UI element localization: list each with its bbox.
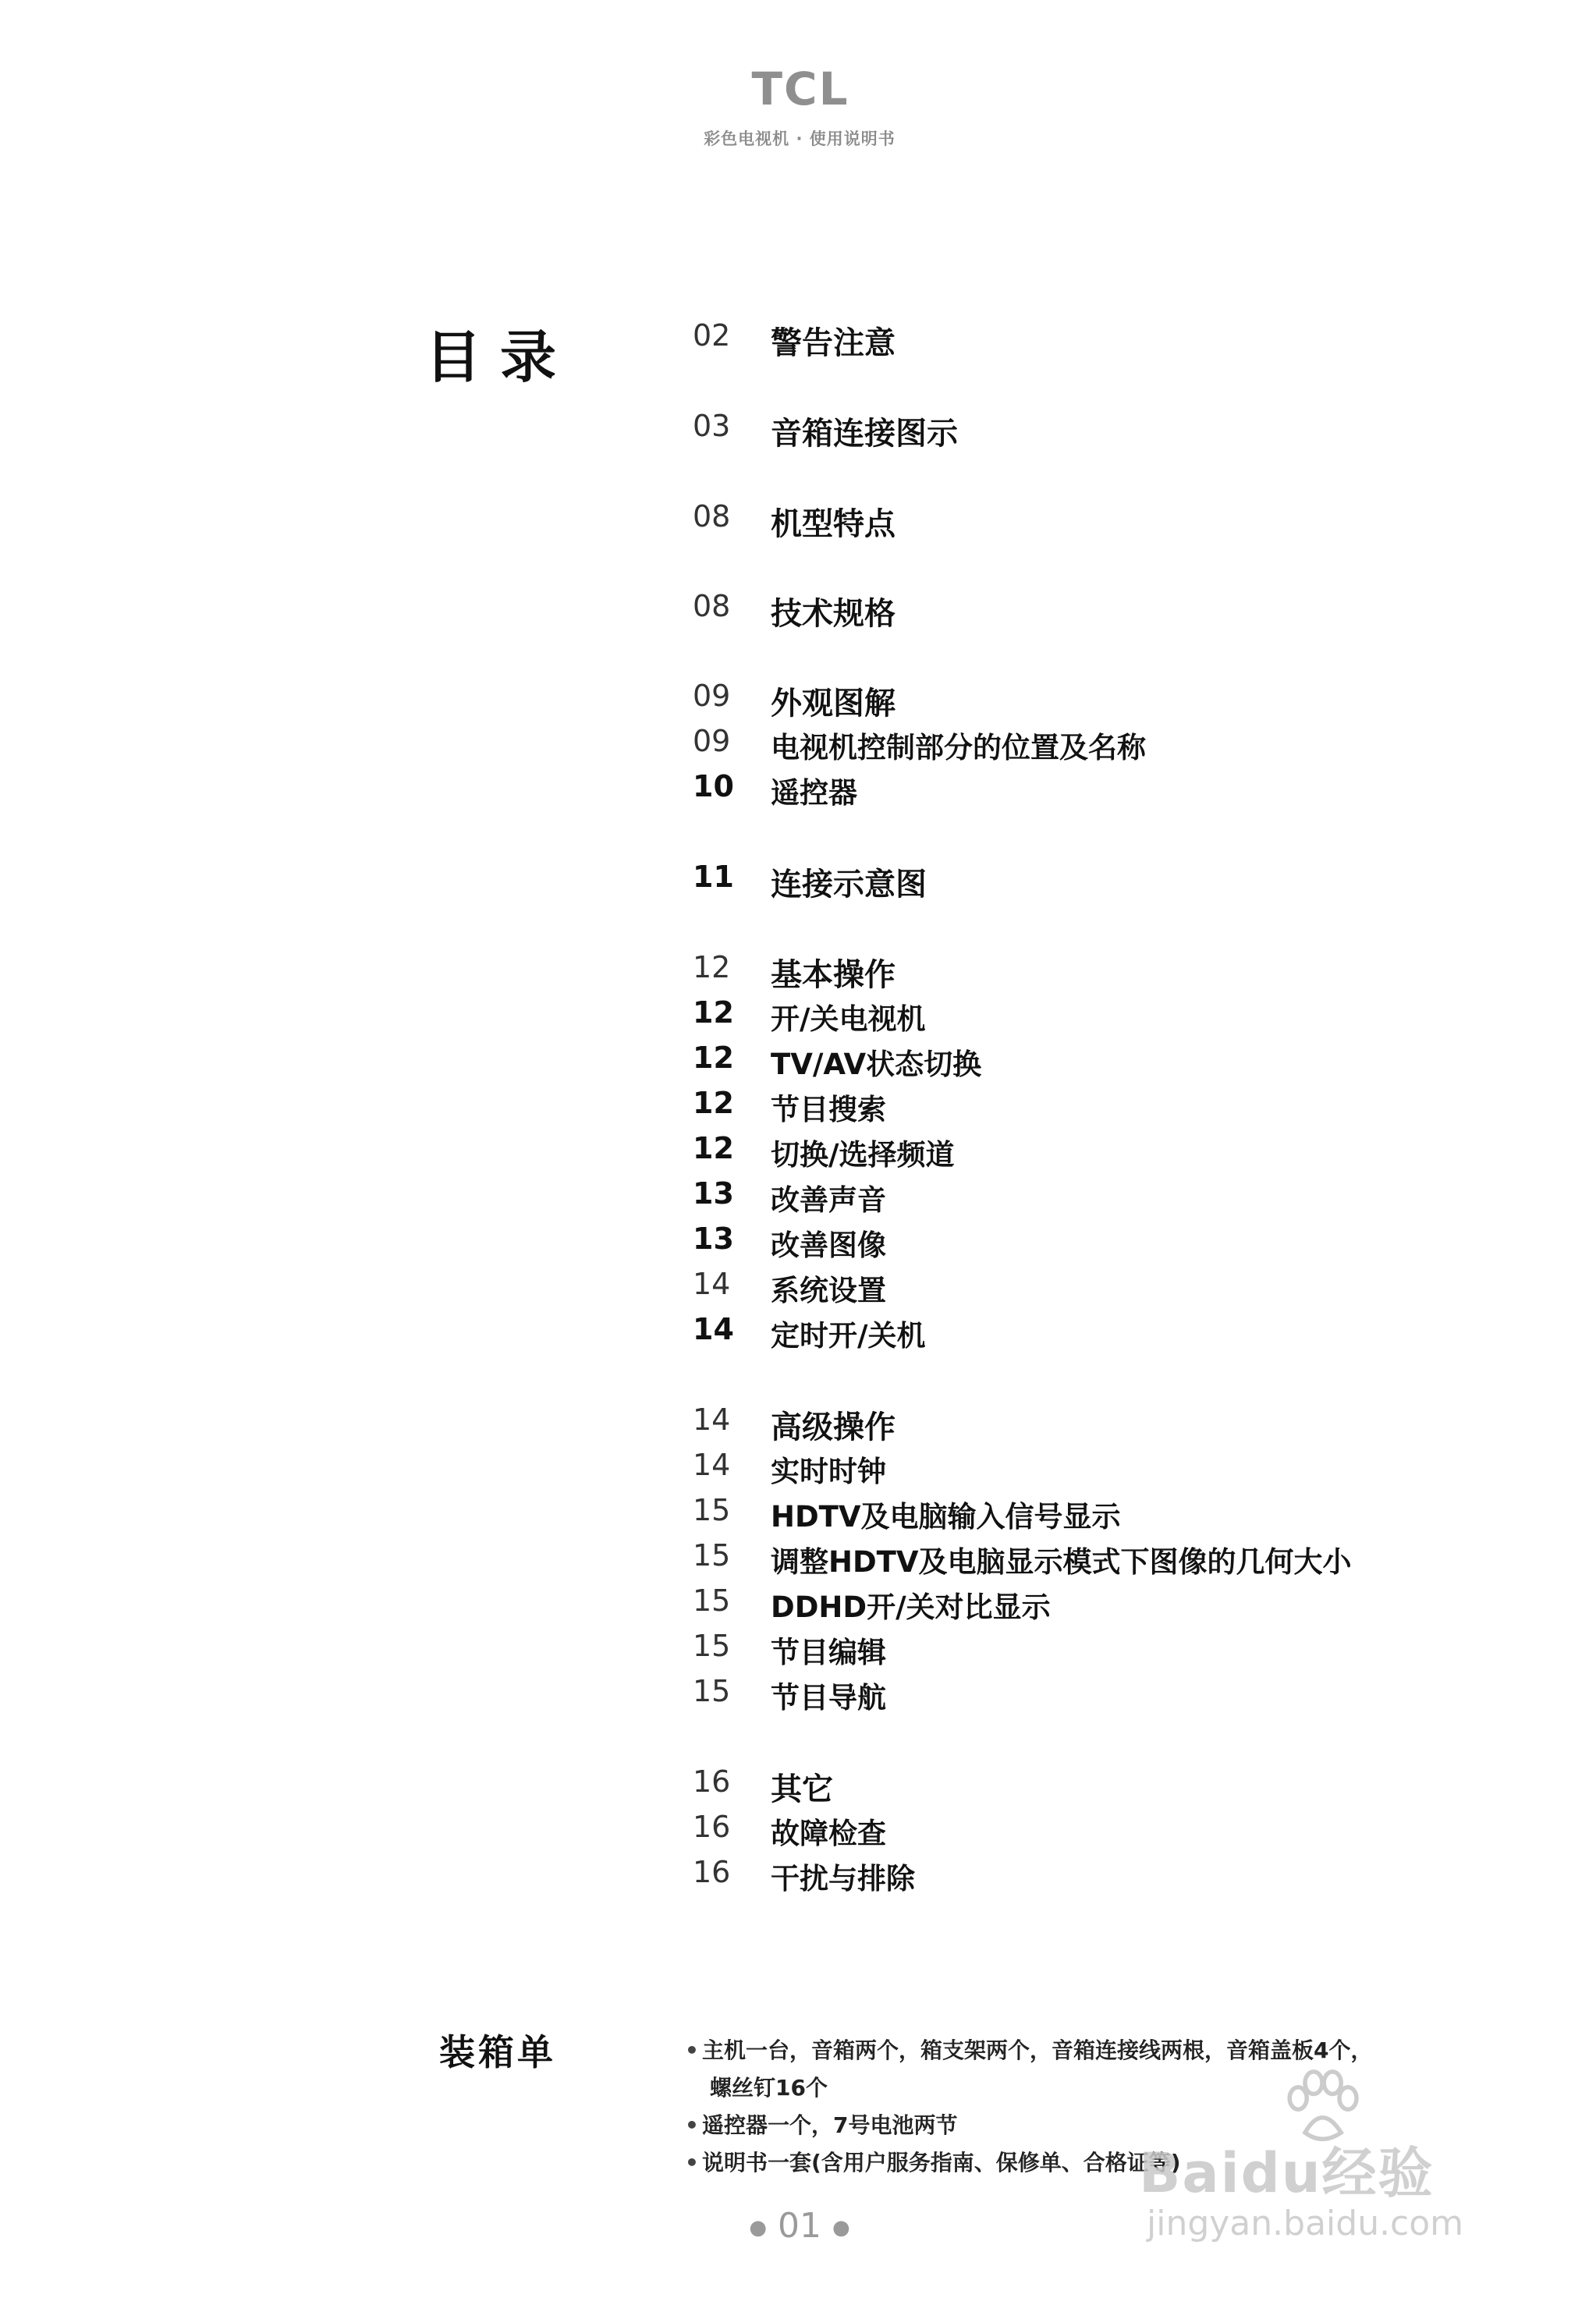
toc-entry-title: 基本操作 [771, 957, 896, 993]
toc-entry-title: 改善图像 [771, 1229, 886, 1262]
page-number [733, 2206, 866, 2246]
toc-page-number: 09 [693, 679, 731, 713]
bullet-icon: • [685, 2150, 699, 2176]
dot-icon: ● [832, 2216, 850, 2239]
toc-entry-title: 节目导航 [771, 1681, 886, 1715]
toc-page-number: 08 [693, 499, 731, 534]
toc-page-number: 09 [693, 724, 731, 758]
toc-page-number: 15 [693, 1583, 731, 1618]
packing-item-text: 遥控器一个，7号电池两节 [702, 2112, 958, 2138]
toc-entry-title: 技术规格 [771, 596, 896, 632]
packing-list-title: 装箱单 [439, 2031, 556, 2073]
toc-entry-title: 实时时钟 [771, 1455, 886, 1488]
toc-page-number: 13 [693, 1176, 734, 1211]
toc-entry-title: TV/AV状态切换 [771, 1048, 982, 1081]
toc-page-number: 12 [693, 1086, 734, 1120]
toc-entry-title: 故障检查 [771, 1817, 886, 1850]
toc-page-number: 11 [693, 860, 734, 894]
toc-entry-title: 遥控器 [771, 776, 857, 810]
toc-entry-title: 外观图解 [771, 686, 896, 722]
brand-logo: TCL [751, 62, 849, 115]
toc-entry-title: 节目编辑 [771, 1636, 886, 1669]
dot-icon: ● [749, 2216, 767, 2239]
toc-page-number: 16 [693, 1810, 731, 1844]
toc-entry-title: HDTV及电脑输入信号显示 [771, 1500, 1121, 1534]
page-number-value: 01 [778, 2206, 821, 2246]
toc-page-number: 14 [693, 1312, 734, 1346]
packing-item-text: 主机一台，音箱两个，箱支架两个，音箱连接线两根，音箱盖板4个， [702, 2037, 1373, 2063]
toc-page-number: 15 [693, 1674, 731, 1708]
packing-item-continuation: 螺丝钉16个 [710, 2075, 828, 2101]
toc-entry-title: 干扰与排除 [771, 1862, 915, 1895]
toc-page-number: 03 [693, 409, 731, 443]
bullet-icon: • [685, 2037, 699, 2063]
toc-entry-title: 调整HDTV及电脑显示模式下图像的几何大小 [771, 1545, 1352, 1579]
toc-page-number: 12 [693, 950, 731, 984]
toc-entry-title: 节目搜索 [771, 1093, 886, 1126]
toc-entry-title: 系统设置 [771, 1274, 886, 1307]
toc-page-number: 10 [693, 769, 734, 803]
packing-item-text: 说明书一套(含用户服务指南、保修单、合格证等) [702, 2150, 1181, 2176]
toc-title: 目录 [425, 324, 576, 390]
toc-page-number: 14 [693, 1267, 731, 1301]
toc-page-number: 08 [693, 589, 731, 623]
watermark [1123, 2059, 1529, 2246]
toc-entry-title: 连接示意图 [771, 867, 927, 902]
toc-entry-title: 警告注意 [771, 325, 896, 361]
toc-page-number: 14 [693, 1403, 731, 1437]
bullet-icon: • [685, 2112, 699, 2138]
toc-entry-title: 音箱连接图示 [771, 416, 958, 452]
toc-page-number: 16 [693, 1855, 731, 1889]
toc-entry-title: 切换/选择频道 [771, 1138, 955, 1172]
toc-page-number: 12 [693, 995, 734, 1030]
toc-page-number: 15 [693, 1493, 731, 1527]
toc-entry-title: 定时开/关机 [771, 1319, 926, 1353]
toc-page-number: 13 [693, 1222, 734, 1256]
watermark-logo: Baidu经验 [1139, 2141, 1435, 2205]
toc-page-number: 15 [693, 1538, 731, 1573]
toc-entry-title: 高级操作 [771, 1410, 896, 1445]
watermark-url: jingyan.baidu.com [1147, 2204, 1464, 2243]
toc-entry-title: 开/关电视机 [771, 1002, 926, 1036]
toc-page-number: 16 [693, 1764, 731, 1799]
toc-entry-title: 电视机控制部分的位置及名称 [771, 731, 1146, 764]
toc-page-number: 15 [693, 1629, 731, 1663]
toc-entry-title: 其它 [771, 1771, 833, 1807]
toc-page-number: 12 [693, 1041, 734, 1075]
toc-page-number: 12 [693, 1131, 734, 1165]
toc-page-number: 02 [693, 318, 731, 353]
document-subtitle: 彩色电视机 · 使用说明书 [704, 129, 896, 148]
toc-entry-title: DDHD开/关对比显示 [771, 1590, 1051, 1624]
toc-entry-title: 改善声音 [771, 1183, 886, 1217]
toc-entry-title: 机型特点 [771, 506, 896, 542]
toc-page-number: 14 [693, 1448, 731, 1482]
